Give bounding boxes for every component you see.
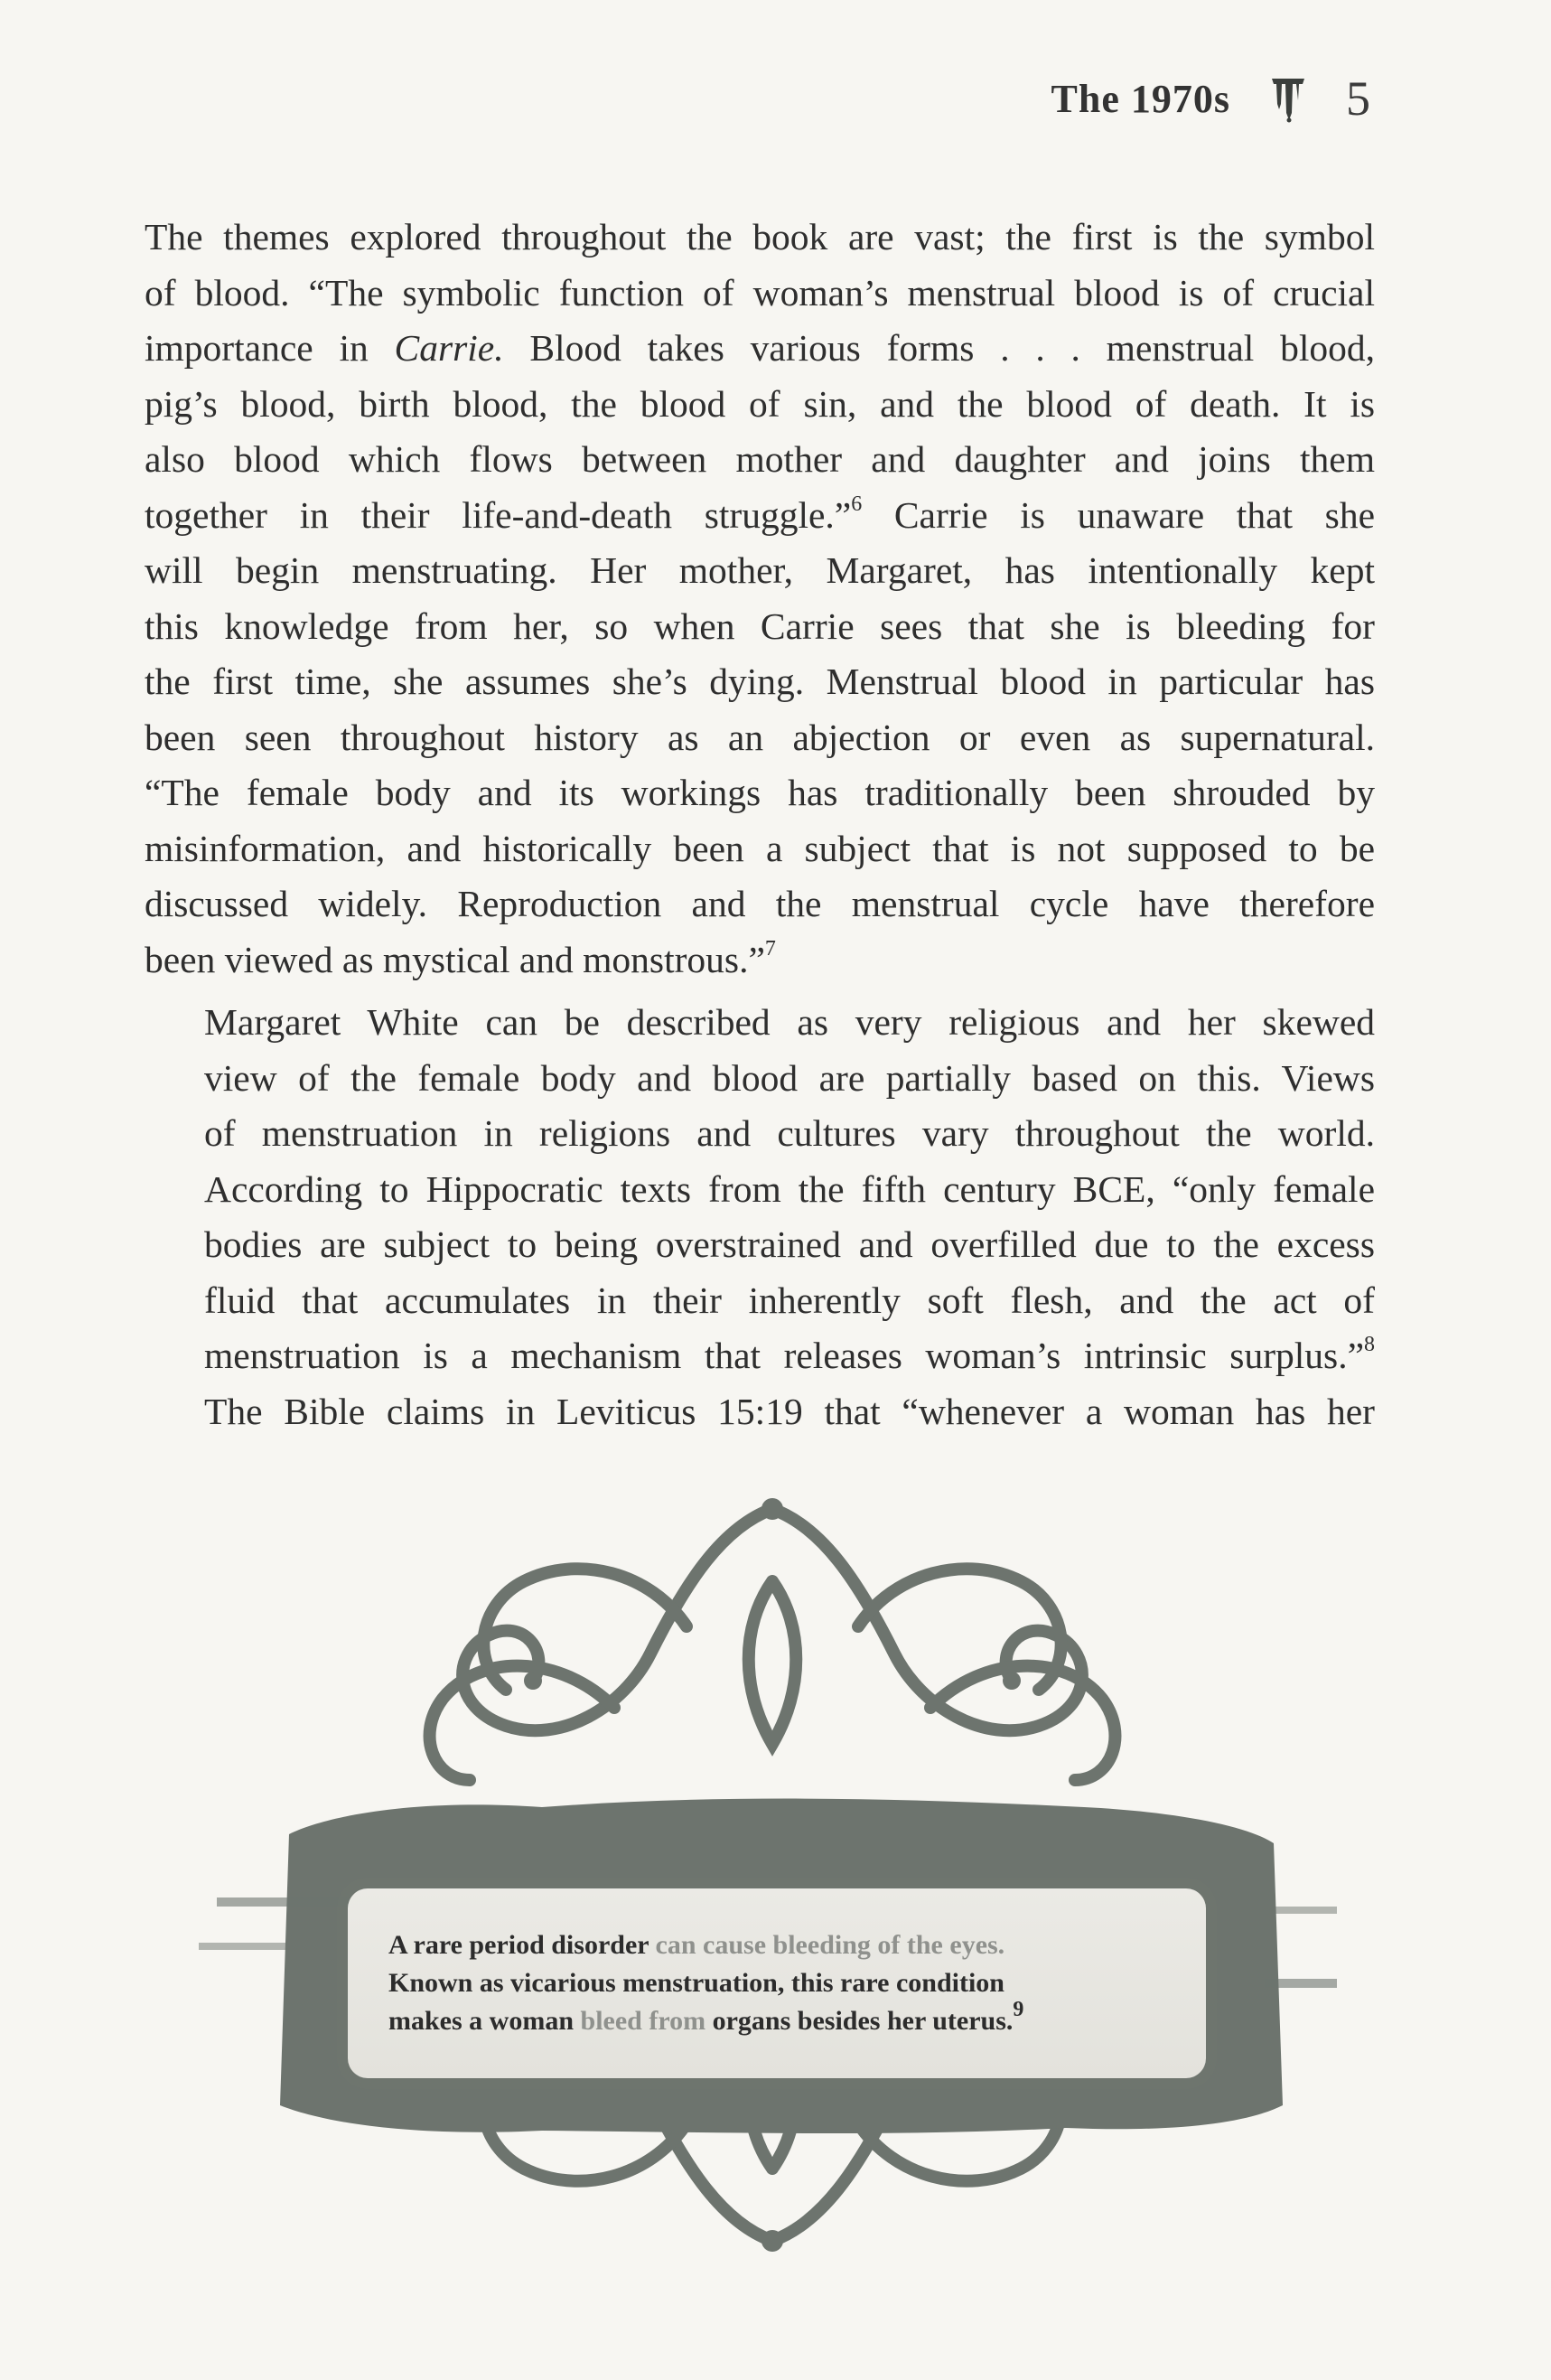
caption-line — [388, 1926, 1165, 1964]
text-line: The Bible claims in Leviticus 15:19 that “whenever a woman has her — [204, 1390, 1375, 1432]
text-line: also blood which flows between mother and daughter and joins them — [145, 438, 1375, 480]
text-segment: Blood takes various forms . . . menstrual blood, — [503, 327, 1375, 369]
text-line: discussed widely. Reproduction and the menstrual cycle have therefore — [145, 883, 1375, 924]
text-line: “The female body and its workings has traditionally been shrouded by — [145, 772, 1375, 813]
footnote-marker: 6 — [851, 492, 863, 516]
text-line: bodies are subject to being overstrained and overfilled due to the excess — [204, 1223, 1375, 1265]
text-line: Margaret White can be described as very religious and her skewed — [204, 1001, 1375, 1043]
sidebar-caption — [388, 1926, 1165, 2040]
text-line: pig’s blood, birth blood, the blood of sin, and the blood of death. It is — [145, 382, 1375, 425]
page-number: 5 — [1346, 71, 1370, 126]
text-line: misinformation, and historically been a subject that is not supposed to be — [145, 827, 1375, 869]
text-line: of menstruation in religions and cultures vary throughout the world. — [204, 1112, 1375, 1154]
paragraph-2 — [145, 995, 1375, 1439]
trivia-sidebar — [181, 1473, 1364, 2268]
text-line — [145, 932, 1375, 989]
caption-line: Known as vicarious menstruation, this rare condition — [388, 1968, 1004, 1998]
text-line: been seen throughout history as an abjection or even as supernatural. — [145, 716, 1375, 758]
text-segment: Carrie is unaware that she — [862, 493, 1376, 536]
text-segment: importance in — [145, 327, 395, 369]
text-line — [145, 1328, 1375, 1384]
text-line — [145, 321, 1375, 377]
footnote-marker: 8 — [1364, 1333, 1375, 1357]
text-segment: together in their life-and-death struggle.” — [145, 493, 852, 536]
text-segment: organs besides her uterus. — [705, 2006, 1014, 2036]
text-segment: makes a woman — [388, 2006, 581, 2036]
text-line: view of the female body and blood are partially based on this. Views — [204, 1056, 1375, 1099]
body-text — [145, 210, 1375, 1439]
text-line: of blood. “The symbolic function of woman’s menstrual blood is of crucial — [145, 271, 1375, 314]
footnote-marker: 9 — [1013, 1998, 1024, 2021]
sidebar-caption-box — [348, 1888, 1206, 2078]
paragraph-1 — [145, 210, 1375, 988]
text-segment: menstruation is a mechanism that releases woman’s intrinsic surplus.” — [204, 1335, 1364, 1376]
book-title-italic: Carrie. — [394, 327, 504, 369]
text-segment: been viewed as mystical and monstrous.” — [145, 938, 765, 980]
text-line: the first time, she assumes she’s dying. Menstrual blood in particular has — [145, 661, 1375, 702]
text-line: fluid that accumulates in their inherently soft flesh, and the act of — [204, 1279, 1375, 1321]
text-line: According to Hippocratic texts from the fifth century BCE, “only female — [204, 1167, 1375, 1210]
text-segment: A rare period disorder — [388, 1930, 656, 1960]
running-header — [1051, 70, 1370, 126]
text-line: this knowledge from her, so when Carrie sees that she is bleeding for — [145, 604, 1375, 647]
footnote-marker: 7 — [764, 936, 776, 960]
text-segment-faded: bleed from — [580, 2006, 706, 2036]
text-line: The themes explored throughout the book are vast; the first is the symbol — [145, 216, 1375, 258]
text-line — [145, 488, 1375, 544]
caption-line — [388, 1998, 1165, 2040]
blood-drip-icon — [1266, 73, 1310, 124]
chapter-title: The 1970s — [1051, 76, 1230, 121]
text-line: will begin menstruating. Her mother, Margaret, has intentionally kept — [145, 549, 1375, 591]
text-segment-faded: can cause bleeding of the eyes. — [655, 1930, 1005, 1960]
flourish-ornament-icon — [181, 1473, 1364, 2268]
